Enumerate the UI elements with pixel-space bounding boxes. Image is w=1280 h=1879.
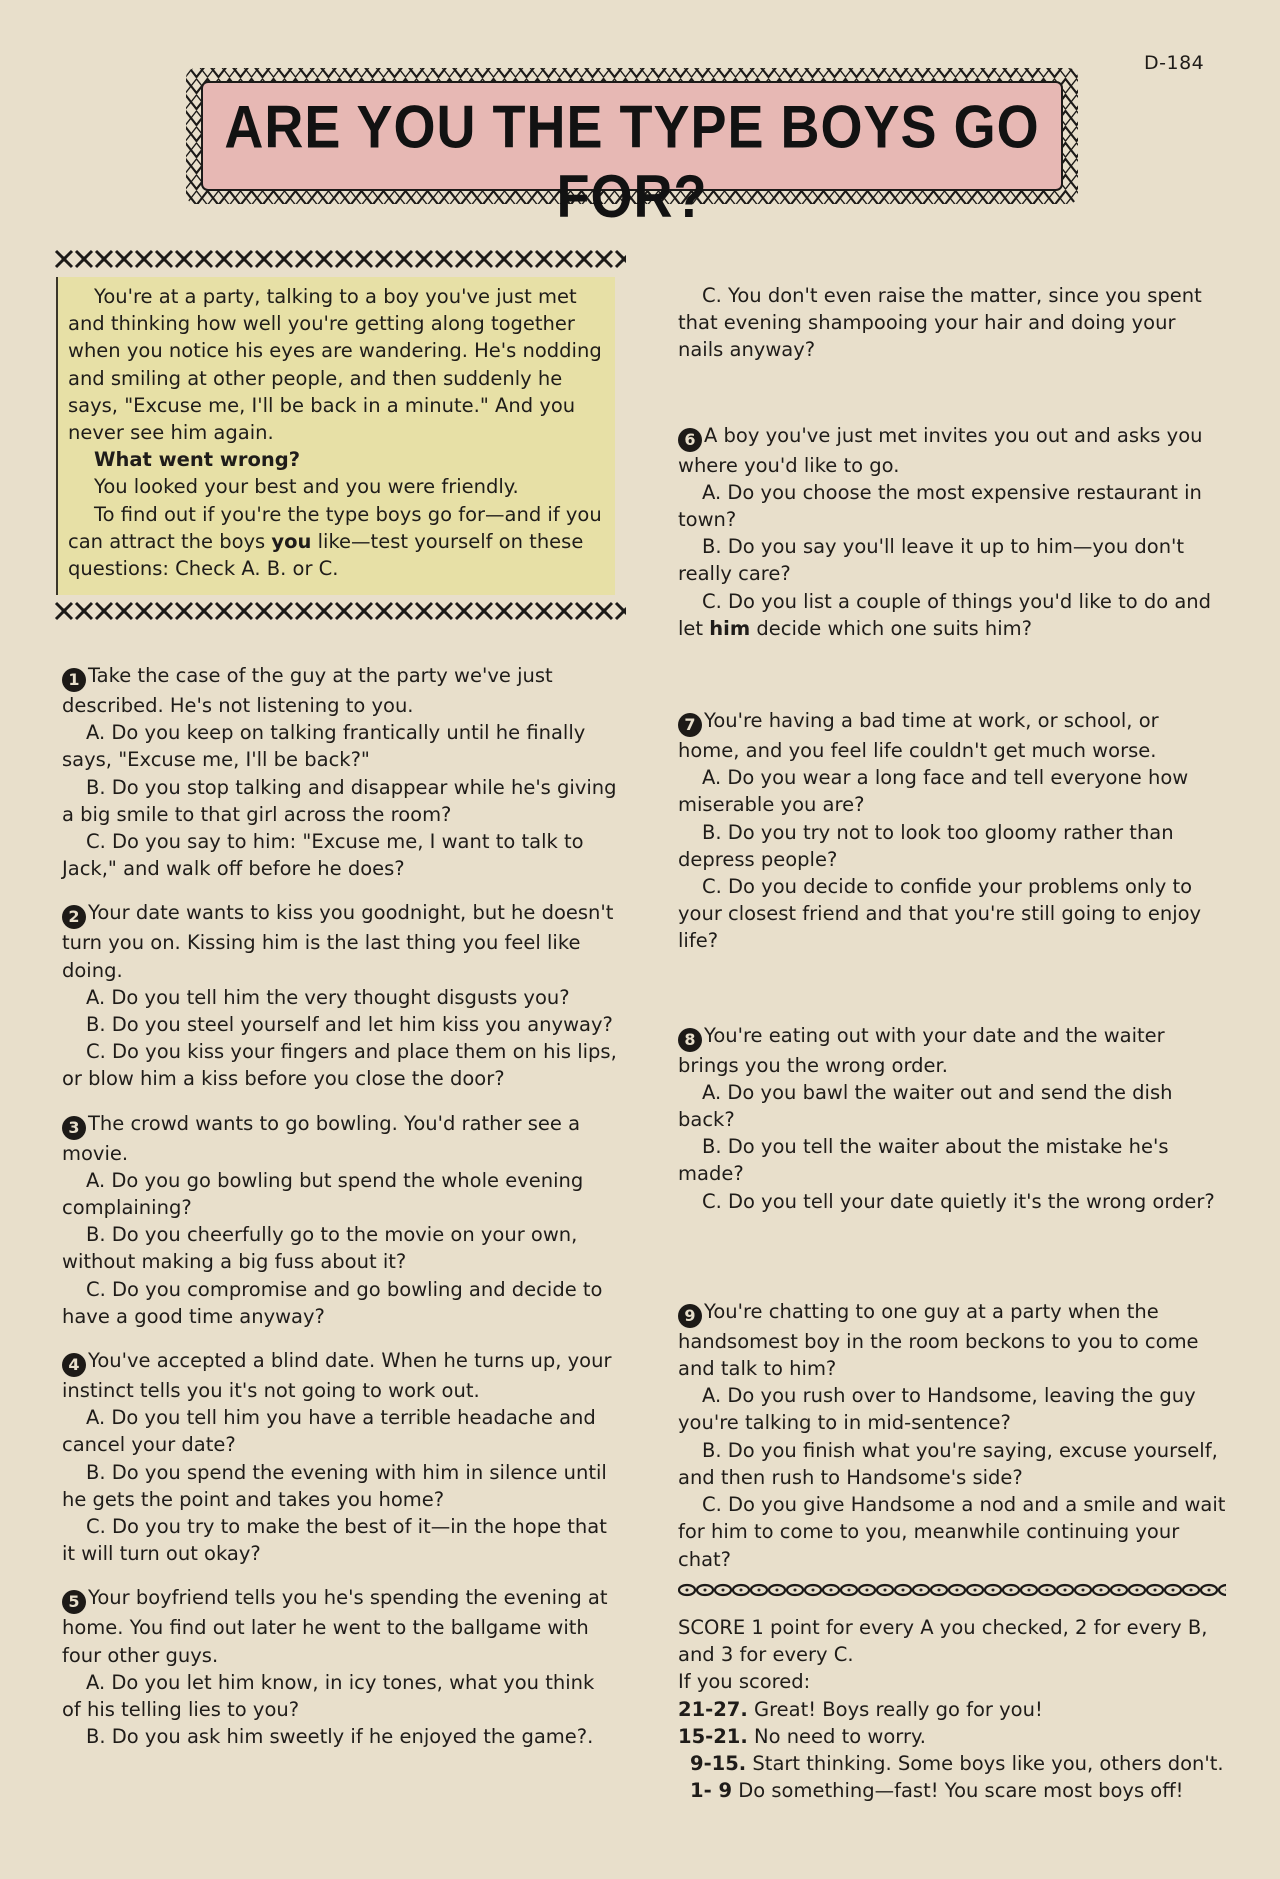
option-a: A. Do you tell him you have a terrible headache and cancel your date? xyxy=(62,1406,596,1457)
question-text: You're chatting to one guy at a party when the handsomest boy in the room beckons to you to come and talk to him? xyxy=(678,1299,1199,1381)
question-text: The crowd wants to go bowling. You'd rather see a movie. xyxy=(62,1111,581,1165)
number-badge: 9 xyxy=(678,1304,702,1328)
number-badge: 7 xyxy=(678,713,702,737)
option-b: B. Do you try not to look too gloomy rather than depress people? xyxy=(678,820,1174,871)
option-c: C. Do you list a couple of things you'd like to do and let him decide which one suits him? xyxy=(678,589,1212,640)
option-a: A. Do you go bowling but spend the whole evening complaining? xyxy=(62,1168,584,1220)
intro-instructions: To find out if you're the type boys go for—and if you can attract the boys you like—test yourself on these questions: Check A. B. or C. xyxy=(68,502,602,581)
intro-top-border xyxy=(54,248,626,270)
option-a: A. Do you choose the most expensive restaurant in town? xyxy=(678,480,1202,532)
question-text: Take the case of the guy at the party we've just described. He's not listening to you. xyxy=(62,664,553,717)
score-range-3: 9-15. Start thinking. Some boys like you, others don't. xyxy=(690,1751,1224,1775)
score-intro: If you scored: xyxy=(678,1670,811,1694)
score-range-2: 15-21. No need to worry. xyxy=(678,1724,926,1748)
number-badge: 5 xyxy=(62,1590,86,1614)
question-text: Your boyfriend tells you he's spending the evening at home. You find out later he went to the ballgame with four other guys. xyxy=(62,1586,608,1667)
intro-line: You looked your best and you were friendly. xyxy=(94,475,519,499)
option-a: A. Do you keep on talking frantically until he finally says, "Excuse me, I'll be back?" xyxy=(62,721,586,772)
option-c: C. Do you say to him: "Excuse me, I want to talk to Jack," and walk off before he does? xyxy=(62,830,584,881)
question-6 xyxy=(678,422,1226,642)
question-2 xyxy=(62,899,617,1092)
intro-subhead: What went wrong? xyxy=(94,448,301,472)
question-text: Your date wants to kiss you goodnight, but he doesn't turn you on. Kissing him is the last thing you feel like doing. xyxy=(62,901,614,982)
left-column xyxy=(62,662,617,1768)
question-text: You're eating out with your date and the waiter brings you the wrong order. xyxy=(678,1023,1165,1077)
option-c: C. Do you try to make the best of it—in the hope that it will turn out okay? xyxy=(62,1515,607,1566)
number-badge: 3 xyxy=(62,1116,86,1140)
number-badge: 6 xyxy=(678,428,702,452)
intro-paragraph: You're at a party, talking to a boy you've just met and thinking how well you're getting along together when you notice his eyes are wandering. He's nodding and smiling at other people, and then suddenly he says, "Excuse me, I'll be back in a minute." And you never see him again. xyxy=(68,285,602,445)
number-badge: 2 xyxy=(62,905,86,929)
option-b: B. Do you say you'll leave it up to him—you don't really care? xyxy=(678,535,1185,586)
question-3 xyxy=(62,1110,617,1330)
option-c: C. Do you kiss your fingers and place them on his lips, or blow him a kiss before you close the door? xyxy=(62,1040,617,1091)
option-b: B. Do you spend the evening with him in silence until he gets the point and takes you home? xyxy=(62,1460,607,1511)
score-rule: SCORE 1 point for every A you checked, 2 for every B, and 3 for every C. xyxy=(678,1615,1208,1667)
option-c: C. Do you give Handsome a nod and a smile and wait for him to come to you, meanwhile continuing your chat? xyxy=(678,1493,1226,1571)
option-a: A. Do you wear a long face and tell everyone how miserable you are? xyxy=(678,766,1189,817)
number-badge: 4 xyxy=(62,1353,86,1377)
question-5 xyxy=(62,1584,617,1750)
option-b: B. Do you ask him sweetly if he enjoyed the game?. xyxy=(86,1725,594,1749)
option-a: A. Do you rush over to Handsome, leaving the guy you're talking to in mid-sentence? xyxy=(678,1384,1196,1435)
number-badge: 1 xyxy=(62,668,86,692)
score-section xyxy=(678,1614,1226,1804)
question-9 xyxy=(678,1298,1226,1573)
question-text: You're having a bad time at work, or school, or home, and you feel life couldn't get much worse. xyxy=(678,709,1159,763)
option-c: C. You don't even raise the matter, since you spent that evening shampooing your hair and doing your nails anyway? xyxy=(678,284,1202,362)
score-divider xyxy=(678,1581,1226,1599)
score-range-4: 1- 9 Do something—fast! You scare most boys off! xyxy=(690,1779,1184,1803)
option-b: B. Do you steel yourself and let him kiss you anyway? xyxy=(86,1013,613,1037)
question-7 xyxy=(678,707,1226,955)
question-4 xyxy=(62,1347,617,1567)
option-a: A. Do you bawl the waiter out and send the dish back? xyxy=(678,1080,1173,1132)
option-b: B. Do you stop talking and disappear while he's giving a big smile to that girl across the room? xyxy=(62,775,617,826)
question-text: A boy you've just met invites you out and asks you where you'd like to go. xyxy=(678,423,1203,477)
question-8 xyxy=(678,1022,1226,1215)
right-column xyxy=(678,282,1226,1804)
score-range-1: 21-27. Great! Boys really go for you! xyxy=(678,1697,1043,1721)
option-c: C. Do you tell your date quietly it's the wrong order? xyxy=(702,1189,1215,1213)
option-b: B. Do you finish what you're saying, excuse yourself, and then rush to Handsome's side? xyxy=(678,1438,1218,1489)
option-b: B. Do you tell the waiter about the mistake he's made? xyxy=(678,1135,1169,1186)
option-a: A. Do you tell him the very thought disgusts you? xyxy=(86,985,570,1009)
option-a: A. Do you let him know, in icy tones, what you think of his telling lies to you? xyxy=(62,1670,595,1722)
page-code: D-184 xyxy=(1144,52,1205,74)
title-banner xyxy=(180,62,1084,231)
number-badge: 8 xyxy=(678,1028,702,1052)
intro-bottom-border xyxy=(54,600,626,622)
intro-box xyxy=(56,277,615,595)
option-b: B. Do you cheerfully go to the movie on your own, without making a big fuss about it? xyxy=(62,1223,578,1274)
question-text: You've accepted a blind date. When he turns up, your instinct tells you it's not going to work out. xyxy=(62,1349,612,1403)
page-title: ARE YOU THE TYPE BOYS GO FOR? xyxy=(224,93,1040,231)
question-1 xyxy=(62,662,617,882)
option-c: C. Do you compromise and go bowling and decide to have a good time anyway? xyxy=(62,1277,603,1328)
option-c: C. Do you decide to confide your problems only to your closest friend and that you're still going to enjoy life? xyxy=(678,875,1202,953)
